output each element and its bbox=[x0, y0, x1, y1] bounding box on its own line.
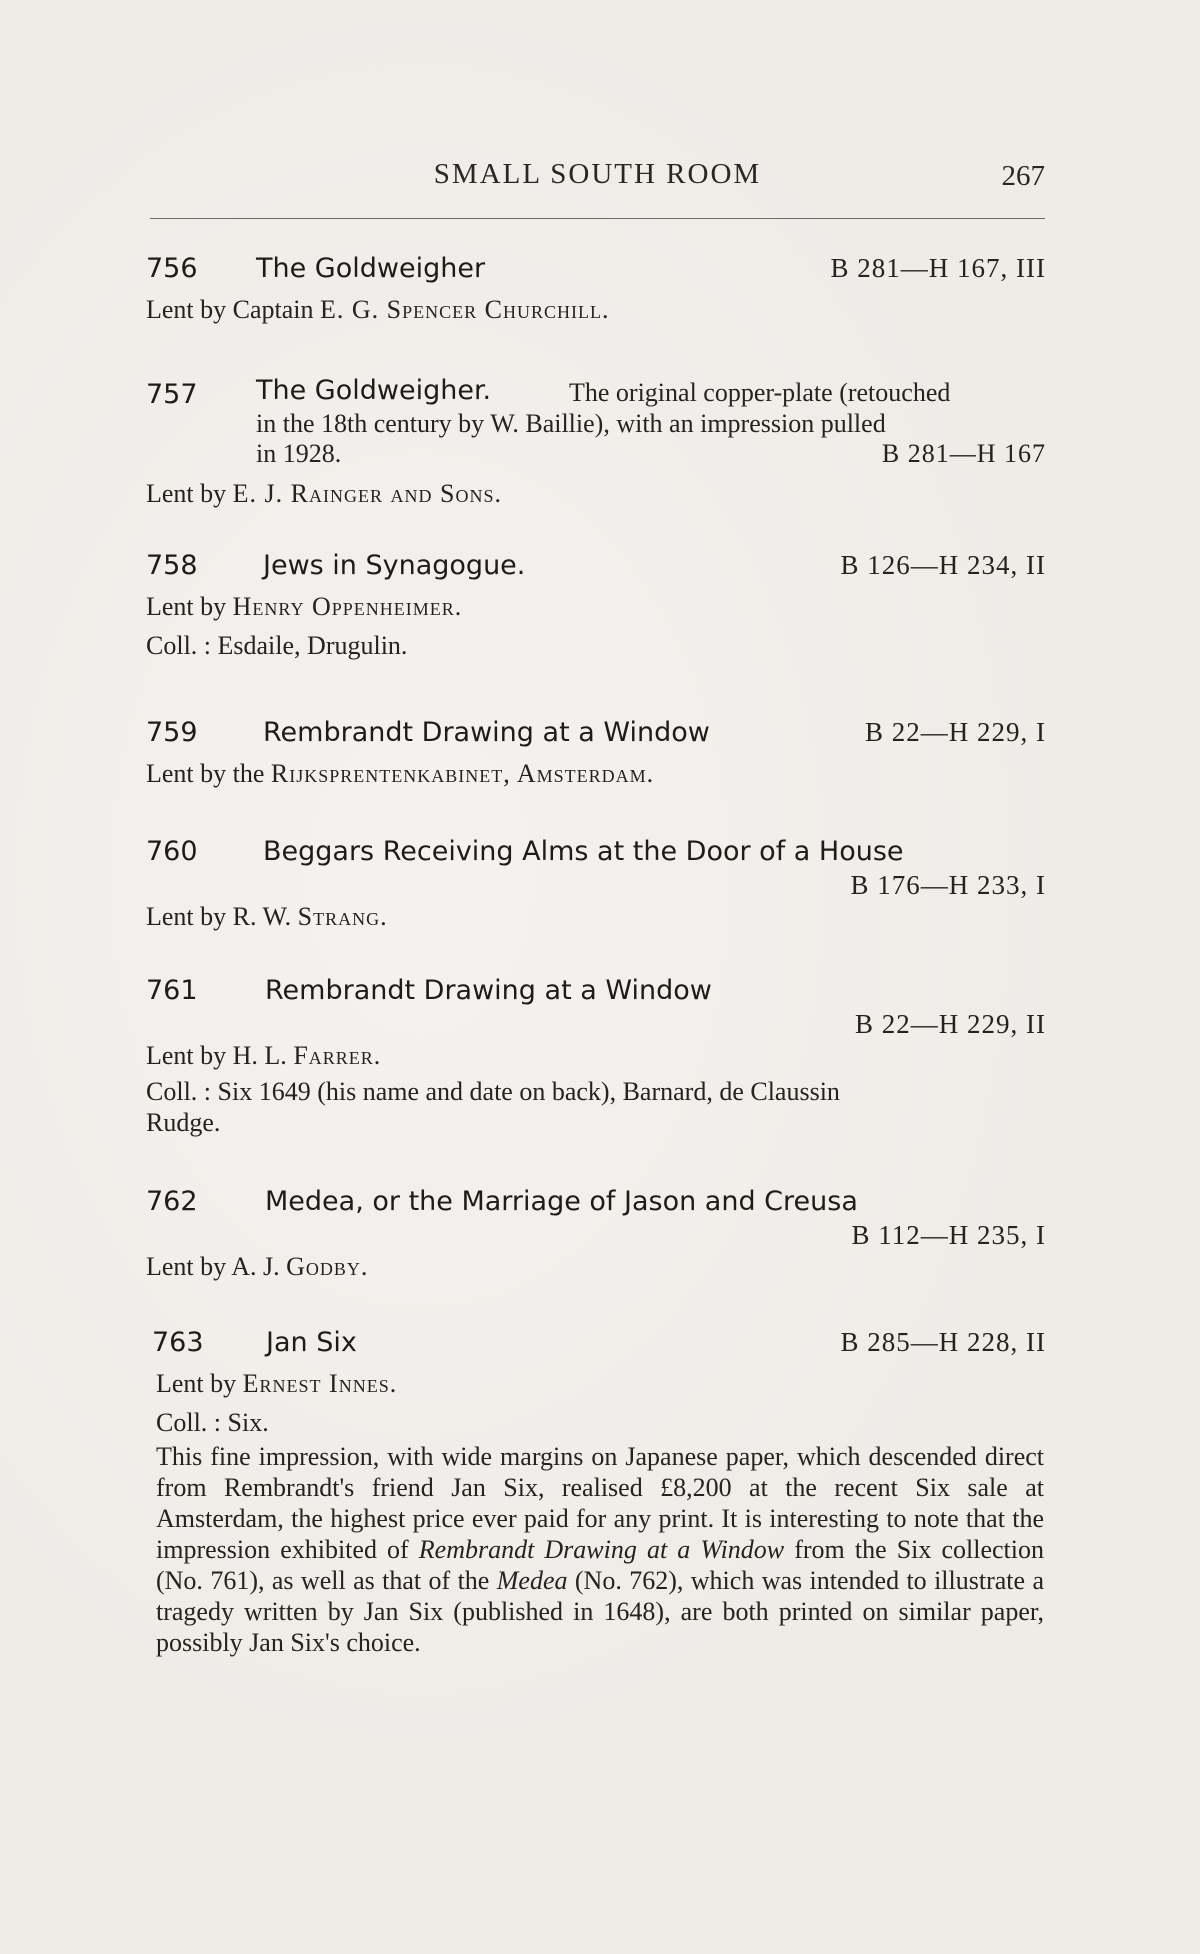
catalogue-entry-760 bbox=[146, 836, 1046, 933]
entry-heading bbox=[146, 253, 1046, 293]
collection-line: Coll. : Six. bbox=[156, 1408, 269, 1437]
entry-title: Beggars Receiving Alms at the Door of a House bbox=[263, 836, 904, 867]
entry-number: 756 bbox=[146, 253, 198, 284]
lender-name: Strang. bbox=[297, 902, 388, 931]
entry-title: Jan Six bbox=[266, 1327, 357, 1358]
lender-line bbox=[146, 293, 1046, 326]
reference-line bbox=[146, 1009, 1046, 1039]
lender-line bbox=[146, 590, 1046, 623]
entry-heading bbox=[146, 375, 1046, 409]
entry-number: 762 bbox=[146, 1186, 198, 1217]
note-text: This fine impression, with wide margins on Japanese paper, which descended direct from Rembrandt's friend Jan Six, realised £8,200 at the recent Six sale at Amsterdam, the highest price ever paid for any print. It is interesting to note that the impression exhibited of bbox=[156, 1442, 1044, 1564]
reference-line bbox=[146, 1220, 1046, 1250]
lender-name: Henry Oppenheimer. bbox=[232, 592, 463, 621]
catalogue-entry-757 bbox=[146, 375, 1046, 510]
entry-title: The Goldweigher bbox=[256, 253, 486, 284]
lender-name: Godby. bbox=[286, 1252, 369, 1281]
entry-reference: B 176—H 233, I bbox=[850, 870, 1046, 900]
description-line: in 1928. bbox=[256, 439, 342, 468]
collection-line: Coll. : Esdaile, Drugulin. bbox=[146, 631, 408, 660]
catalogue-entry-763 bbox=[146, 1327, 1046, 1658]
entry-description-continued bbox=[256, 409, 1046, 469]
entry-reference: B 281—H 167, III bbox=[830, 253, 1046, 283]
entry-number: 759 bbox=[146, 717, 198, 748]
entry-title: Jews in Synagogue. bbox=[263, 550, 526, 581]
entry-heading bbox=[146, 550, 1046, 590]
lender-name: Ernest Innes. bbox=[242, 1369, 398, 1398]
entry-title: Rembrandt Drawing at a Window bbox=[263, 717, 710, 748]
entry-number: 763 bbox=[152, 1327, 204, 1358]
collection-line: Coll. : Six 1649 (his name and date on back), Barnard, de Claussin bbox=[146, 1077, 840, 1106]
catalogue-entry-759 bbox=[146, 717, 1046, 790]
entry-description: The original copper-plate (retouched bbox=[569, 378, 951, 407]
note-italic-title: Medea bbox=[496, 1566, 568, 1595]
reference-line bbox=[146, 870, 1046, 900]
entry-reference: B 281—H 167 bbox=[881, 439, 1046, 468]
page-title: SMALL SOUTH ROOM bbox=[433, 158, 762, 190]
entry-heading bbox=[146, 836, 1046, 870]
header-rule bbox=[150, 218, 1045, 219]
entry-note bbox=[156, 1441, 1044, 1658]
entry-reference: B 126—H 234, II bbox=[840, 550, 1046, 580]
note-text: from the Six collection (No. 761), as well as that of the bbox=[156, 1535, 1044, 1595]
catalogue-entry-762 bbox=[146, 1186, 1046, 1283]
entry-number: 758 bbox=[146, 550, 198, 581]
entry-number: 760 bbox=[146, 836, 198, 867]
entry-title: Rembrandt Drawing at a Window bbox=[265, 975, 712, 1006]
entry-heading bbox=[146, 975, 1046, 1009]
lender-line bbox=[146, 1250, 1046, 1283]
entry-reference: B 285—H 228, II bbox=[840, 1327, 1046, 1357]
lent-by-label: Lent by R. W. bbox=[146, 902, 292, 931]
entry-number: 761 bbox=[146, 975, 198, 1006]
entry-number: 757 bbox=[146, 379, 198, 410]
page-number: 267 bbox=[1001, 160, 1045, 192]
note-italic-title: Rembrandt Drawing at a Window bbox=[418, 1535, 785, 1564]
catalogue-entry-761 bbox=[146, 975, 1046, 1138]
lender-line bbox=[146, 1039, 1046, 1072]
entry-heading bbox=[146, 1186, 1046, 1220]
lent-by-label: Lent by A. J. bbox=[146, 1252, 280, 1281]
note-text: (No. 762), which was intended to illustrate a tragedy written by Jan Six (published in 1648), are both printed on similar paper, possibly Jan Six's choice. bbox=[156, 1566, 1044, 1657]
lent-by-label: Lent by H. L. bbox=[146, 1041, 287, 1070]
lent-by-label: Lent by Captain bbox=[146, 295, 314, 324]
lender-name: Farrer. bbox=[293, 1041, 382, 1070]
entry-title: The Goldweigher. bbox=[256, 375, 492, 406]
lent-by-label: Lent by bbox=[156, 1369, 237, 1398]
lender-line bbox=[146, 477, 1046, 510]
entry-reference: B 22—H 229, I bbox=[865, 717, 1046, 747]
lender-name: Rijksprentenkabinet, Amsterdam. bbox=[270, 759, 655, 788]
description-last-line bbox=[256, 439, 1046, 469]
entry-reference: B 22—H 229, II bbox=[855, 1009, 1046, 1039]
entry-reference: B 112—H 235, I bbox=[851, 1220, 1046, 1250]
collection-line-continued: Rudge. bbox=[146, 1108, 221, 1137]
description-line: in the 18th century by W. Baillie), with an impression pulled bbox=[256, 409, 886, 438]
lender-line bbox=[146, 757, 1046, 790]
catalogue-entry-758 bbox=[146, 550, 1046, 662]
catalogue-entry-756 bbox=[146, 253, 1046, 326]
lent-by-label: Lent by bbox=[146, 592, 227, 621]
entry-heading bbox=[146, 1327, 1046, 1367]
lent-by-label: Lent by bbox=[146, 479, 227, 508]
lent-by-label: Lent by the bbox=[146, 759, 265, 788]
lender-line bbox=[146, 900, 1046, 933]
lender-name: E. G. Spencer Churchill. bbox=[320, 295, 610, 324]
lender-line bbox=[146, 1367, 1046, 1400]
lender-name: E. J. Rainger and Sons. bbox=[232, 479, 502, 508]
entry-title: Medea, or the Marriage of Jason and Creusa bbox=[265, 1186, 858, 1217]
entry-heading bbox=[146, 717, 1046, 757]
running-head bbox=[150, 158, 1045, 198]
